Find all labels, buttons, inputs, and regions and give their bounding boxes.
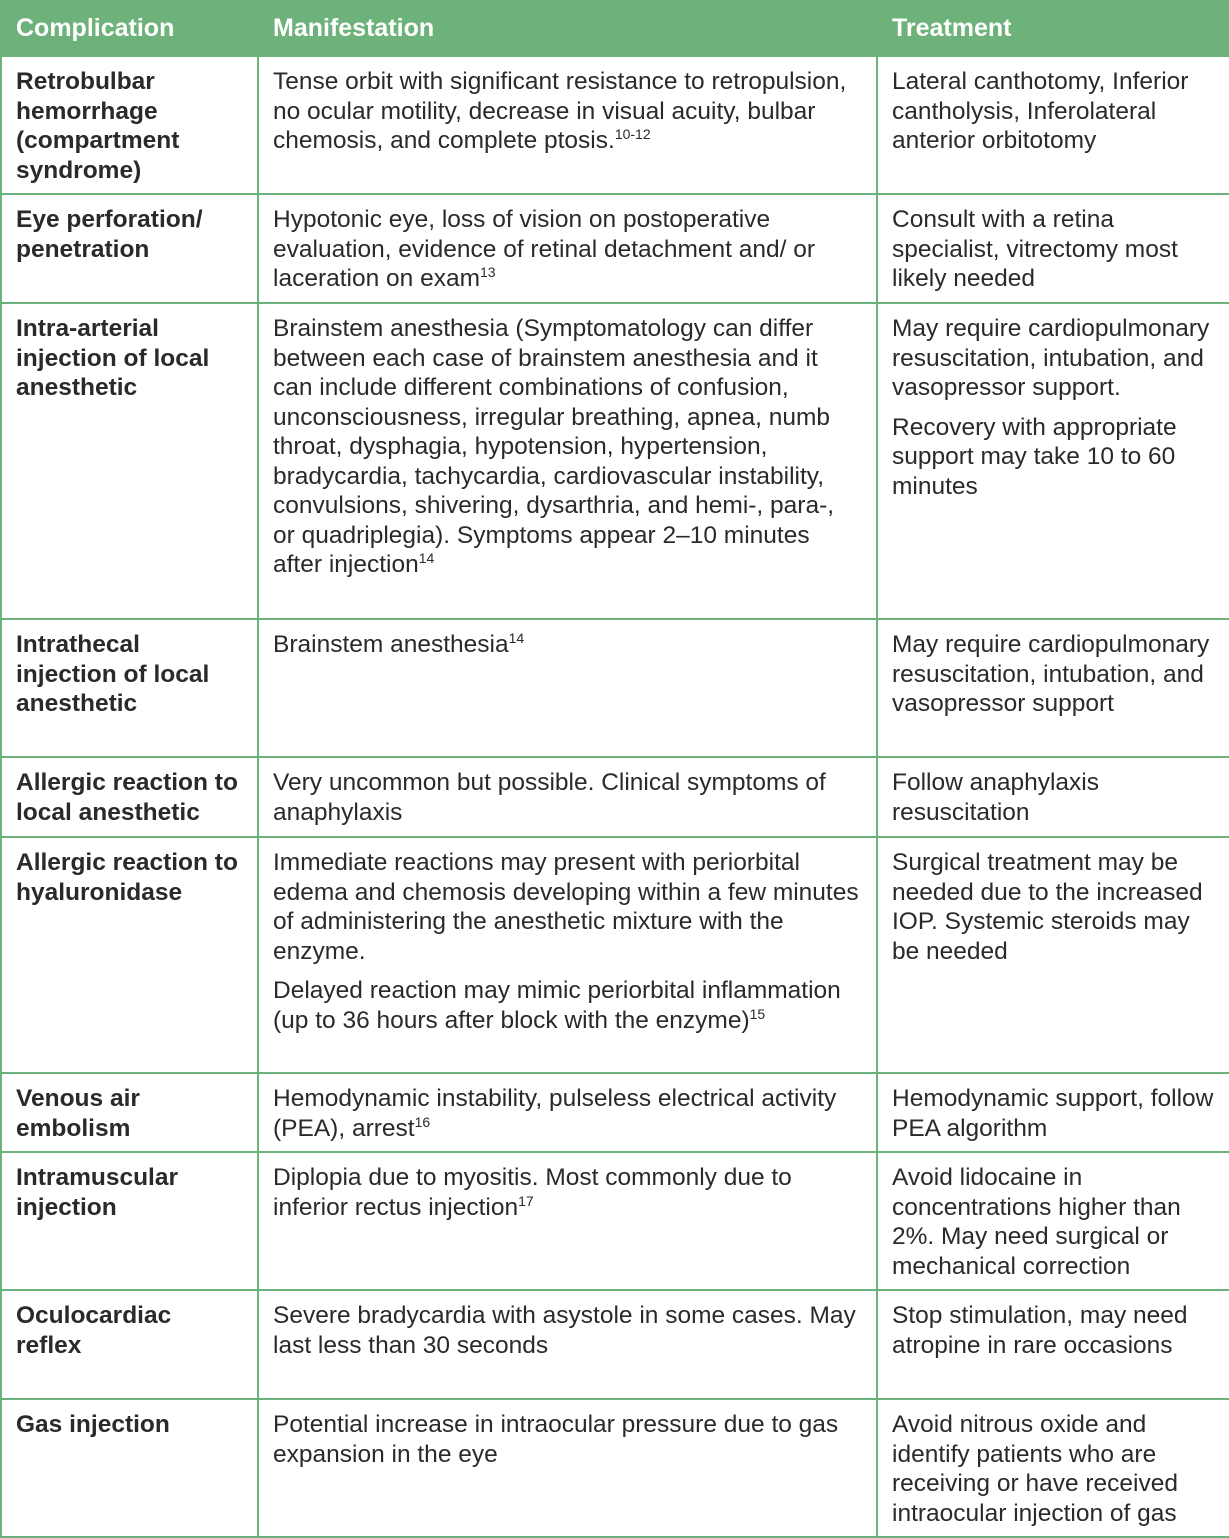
- complication-cell: Intramuscular injection: [1, 1152, 258, 1290]
- header-manifestation: Manifestation: [258, 1, 877, 56]
- table-row: [1, 194, 1229, 303]
- manifestation-cell: [258, 1152, 877, 1290]
- treatment-cell: Lateral canthotomy, Inferior cantholysis, Inferolateral anterior orbitotomy: [877, 56, 1229, 194]
- treatment-text: May require cardiopulmonary resuscitation, intubation, and vasopressor support.: [892, 315, 1210, 401]
- header-treatment: Treatment: [877, 1, 1229, 56]
- table-row: [1, 1152, 1229, 1290]
- treatment-cell: Hemodynamic support, follow PEA algorithm: [877, 1073, 1229, 1152]
- manifestation-text: Hypotonic eye, loss of vision on postoperative evaluation, evidence of retinal detachment and/ or laceration on exam: [273, 206, 816, 292]
- manifestation-cell: [258, 837, 877, 1073]
- treatment-cell: [877, 303, 1229, 619]
- table-row: [1, 837, 1229, 1073]
- manifestation-text: Brainstem anesthesia (Symptomatology can differ between each case of brainstem anesthesia and it can include different combinations of confusion, unconsciousness, irregular breathing, apnea, numb throat, dysphagia, hypotension, hypertension, bradycardia, tachycardia, cardiovascular instability, convulsions, shivering, dysarthria, and hemi-, para-, or quadriplegia). Symptoms appear 2–10 minutes after injection: [273, 315, 835, 578]
- table-row: [1, 1073, 1229, 1152]
- table-row: [1, 1290, 1229, 1399]
- manifestation-cell: [258, 56, 877, 194]
- manifestation-cell: Very uncommon but possible. Clinical symptoms of anaphylaxis: [258, 757, 877, 837]
- complication-cell: Venous air embolism: [1, 1073, 258, 1152]
- reference-superscript: 13: [480, 264, 496, 280]
- treatment-cell: May require cardiopulmonary resuscitation, intubation, and vasopressor support: [877, 619, 1229, 757]
- complication-cell: Gas injection: [1, 1399, 258, 1537]
- treatment-text-2: Recovery with appropriate support may take 10 to 60 minutes: [892, 413, 1177, 500]
- manifestation-text: Hemodynamic instability, pulseless electrical activity (PEA), arrest: [273, 1085, 837, 1142]
- reference-superscript: 14: [418, 550, 435, 566]
- manifestation-text: Diplopia due to myositis. Most commonly due to inferior rectus injection: [273, 1164, 792, 1221]
- header-complication: Complication: [1, 1, 258, 56]
- manifestation-cell: [258, 619, 877, 757]
- complication-cell: Allergic reaction to hyaluronidase: [1, 837, 258, 1073]
- manifestation-cell: [258, 194, 877, 303]
- reference-superscript: 16: [414, 1113, 431, 1130]
- complication-cell: Retrobulbar hemorrhage (compartment syndrome): [1, 56, 258, 194]
- reference-superscript: 14: [508, 630, 525, 646]
- table-row: [1, 757, 1229, 837]
- manifestation-cell: [258, 303, 877, 619]
- manifestation-text: Brainstem anesthesia: [273, 631, 509, 658]
- header-row: [1, 1, 1229, 56]
- treatment-cell: Avoid nitrous oxide and identify patients who are receiving or have received intraocular injection of gas: [877, 1399, 1229, 1537]
- treatment-cell: Surgical treatment may be needed due to the increased IOP. Systemic steroids may be needed: [877, 837, 1229, 1073]
- reference-superscript: 15: [749, 1005, 766, 1022]
- manifestation-cell: [258, 1073, 877, 1152]
- complication-cell: Intrathecal injection of local anesthetic: [1, 619, 258, 757]
- complication-cell: Intra-arterial injection of local anesthetic: [1, 303, 258, 619]
- complication-cell: Allergic reaction to local anesthetic: [1, 757, 258, 837]
- manifestation-cell: Severe bradycardia with asystole in some cases. May last less than 30 seconds: [258, 1290, 877, 1399]
- treatment-cell: Stop stimulation, may need atropine in rare occasions: [877, 1290, 1229, 1399]
- complication-cell: Eye perforation/ penetration: [1, 194, 258, 303]
- manifestation-text-2: Delayed reaction may mimic periorbital inflammation (up to 36 hours after block with the enzyme)$^{15}$: [273, 977, 841, 1034]
- table-row: [1, 303, 1229, 619]
- table-row: [1, 56, 1229, 194]
- table-row: [1, 619, 1229, 757]
- treatment-cell: Follow anaphylaxis resuscitation: [877, 757, 1229, 837]
- treatment-cell: Consult with a retina specialist, vitrectomy most likely needed: [877, 194, 1229, 303]
- manifestation-cell: Potential increase in intraocular pressure due to gas expansion in the eye: [258, 1399, 877, 1537]
- manifestation-text: Tense orbit with significant resistance to retropulsion, no ocular motility, decrease in visual acuity, bulbar chemosis, and complete ptosis.: [273, 68, 847, 154]
- table-row: [1, 1399, 1229, 1537]
- treatment-cell: Avoid lidocaine in concentrations higher than 2%. May need surgical or mechanical correction: [877, 1152, 1229, 1290]
- reference-superscript: 17: [518, 1192, 534, 1209]
- complication-cell: Oculocardiac reflex: [1, 1290, 258, 1399]
- reference-superscript: 10-12: [614, 126, 651, 142]
- manifestation-text: Immediate reactions may present with periorbital edema and chemosis developing within a few minutes of administering the anesthetic mixture with the enzyme.: [273, 849, 859, 965]
